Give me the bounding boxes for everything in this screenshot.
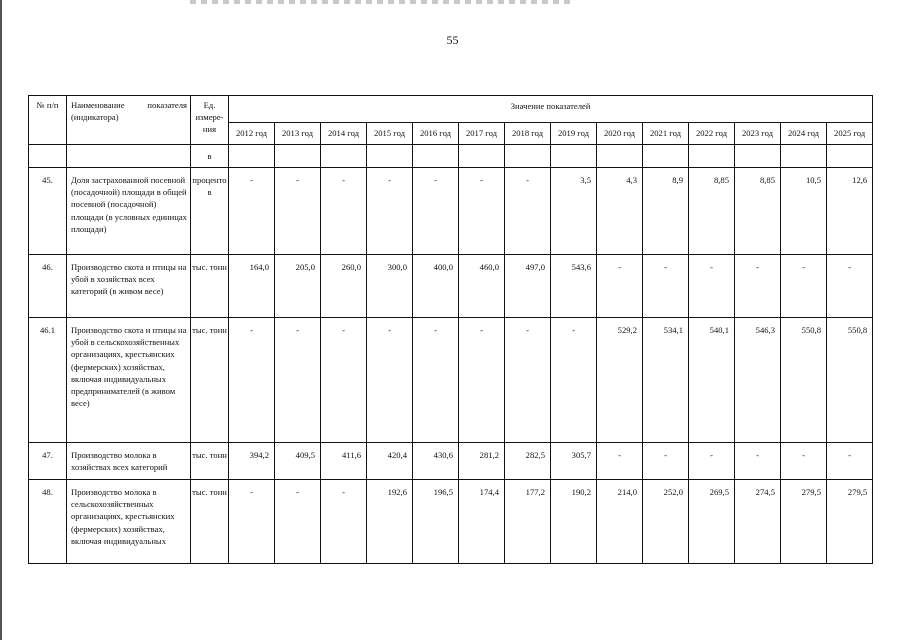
value-cell: 550,8 bbox=[781, 318, 827, 443]
value-cell: 540,1 bbox=[689, 318, 735, 443]
value-cell: - bbox=[505, 168, 551, 255]
value-cell: 411,6 bbox=[321, 443, 367, 480]
value-cell: 260,0 bbox=[321, 255, 367, 318]
unit-cell: тыс. тонн bbox=[191, 255, 229, 318]
header-year: 2015 год bbox=[367, 123, 413, 145]
header-year: 2016 год bbox=[413, 123, 459, 145]
value-cell: 196,5 bbox=[413, 480, 459, 564]
header-year: 2024 год bbox=[781, 123, 827, 145]
value-cell: 174,4 bbox=[459, 480, 505, 564]
header-num: № п/п bbox=[29, 96, 67, 145]
indicator-table bbox=[28, 95, 873, 564]
value-cell: 497,0 bbox=[505, 255, 551, 318]
header-year: 2022 год bbox=[689, 123, 735, 145]
value-cell: - bbox=[367, 318, 413, 443]
value-cell: 550,8 bbox=[827, 318, 873, 443]
value-cell: 430,6 bbox=[413, 443, 459, 480]
header-year: 2014 год bbox=[321, 123, 367, 145]
value-cell: - bbox=[275, 168, 321, 255]
unit-cell: процентов bbox=[191, 168, 229, 255]
value-cell: - bbox=[827, 255, 873, 318]
value-cell: 529,2 bbox=[597, 318, 643, 443]
value-cell: - bbox=[459, 168, 505, 255]
header-year: 2021 год bbox=[643, 123, 689, 145]
value-cell: 177,2 bbox=[505, 480, 551, 564]
value-cell: 279,5 bbox=[781, 480, 827, 564]
value-cell: 394,2 bbox=[229, 443, 275, 480]
scan-edge bbox=[0, 0, 2, 640]
header-year: 2023 год bbox=[735, 123, 781, 145]
value-cell: 205,0 bbox=[275, 255, 321, 318]
value-cell: - bbox=[505, 318, 551, 443]
value-cell: - bbox=[781, 443, 827, 480]
header-unit: Ед. измере-ния bbox=[191, 96, 229, 145]
table-row bbox=[29, 255, 873, 318]
row-number: 46.1 bbox=[29, 318, 67, 443]
indicator-name: Доля застрахованной посевной (посадочной) площади в общей посевной (посадочной) площади (в условных единицах площади) bbox=[67, 168, 191, 255]
value-cell: 420,4 bbox=[367, 443, 413, 480]
header-unit-continuation: в bbox=[191, 145, 229, 168]
value-cell: 282,5 bbox=[505, 443, 551, 480]
value-cell: - bbox=[229, 318, 275, 443]
value-cell: - bbox=[735, 255, 781, 318]
value-cell: - bbox=[781, 255, 827, 318]
table-row bbox=[29, 480, 873, 564]
value-cell: 252,0 bbox=[643, 480, 689, 564]
unit-cell: тыс. тонн bbox=[191, 443, 229, 480]
value-cell: - bbox=[367, 168, 413, 255]
table-row bbox=[29, 318, 873, 443]
value-cell: - bbox=[735, 443, 781, 480]
value-cell: 400,0 bbox=[413, 255, 459, 318]
value-cell: - bbox=[321, 168, 367, 255]
row-number: 47. bbox=[29, 443, 67, 480]
indicator-name: Производство скота и птицы на убой в хозяйствах всех категорий (в живом весе) bbox=[67, 255, 191, 318]
header-year: 2025 год bbox=[827, 123, 873, 145]
header-year: 2017 год bbox=[459, 123, 505, 145]
value-cell: - bbox=[413, 168, 459, 255]
row-number: 48. bbox=[29, 480, 67, 564]
value-cell: 8,9 bbox=[643, 168, 689, 255]
header-year: 2013 год bbox=[275, 123, 321, 145]
page-number: 55 bbox=[446, 33, 459, 47]
value-cell: 214,0 bbox=[597, 480, 643, 564]
value-cell: 460,0 bbox=[459, 255, 505, 318]
value-cell: - bbox=[689, 255, 735, 318]
value-cell: - bbox=[229, 168, 275, 255]
value-cell: 164,0 bbox=[229, 255, 275, 318]
value-cell: - bbox=[689, 443, 735, 480]
value-cell: 274,5 bbox=[735, 480, 781, 564]
value-cell: 305,7 bbox=[551, 443, 597, 480]
value-cell: - bbox=[459, 318, 505, 443]
value-cell: - bbox=[321, 480, 367, 564]
header-year: 2018 год bbox=[505, 123, 551, 145]
value-cell: - bbox=[551, 318, 597, 443]
value-cell: 8,85 bbox=[735, 168, 781, 255]
value-cell: 300,0 bbox=[367, 255, 413, 318]
header-row bbox=[29, 96, 873, 123]
value-cell: 10,5 bbox=[781, 168, 827, 255]
value-cell: 543,6 bbox=[551, 255, 597, 318]
header-year: 2019 год bbox=[551, 123, 597, 145]
indicator-name: Производство скота и птицы на убой в сельскохозяйственных организациях, крестьянских (фермерских) хозяйствах, включая индивидуальных предпринимателей (в живом весе) bbox=[67, 318, 191, 443]
indicator-name: Производство молока в сельскохозяйственных организациях, крестьянских (фермерских) хозяйствах, включая индивидуальных bbox=[67, 480, 191, 564]
unit-cell: тыс. тонн bbox=[191, 480, 229, 564]
value-cell: - bbox=[597, 255, 643, 318]
value-cell: 4,3 bbox=[597, 168, 643, 255]
row-number: 46. bbox=[29, 255, 67, 318]
value-cell: - bbox=[597, 443, 643, 480]
value-cell: - bbox=[275, 318, 321, 443]
header-values-group: Значение показателей bbox=[229, 96, 873, 123]
value-cell: 3,5 bbox=[551, 168, 597, 255]
value-cell: 269,5 bbox=[689, 480, 735, 564]
value-cell: - bbox=[643, 443, 689, 480]
value-cell: - bbox=[275, 480, 321, 564]
value-cell: - bbox=[827, 443, 873, 480]
value-cell: 546,3 bbox=[735, 318, 781, 443]
value-cell: - bbox=[321, 318, 367, 443]
value-cell: 534,1 bbox=[643, 318, 689, 443]
header-name: Наименование показателя (индикатора) bbox=[67, 96, 191, 145]
table-row bbox=[29, 168, 873, 255]
header-year: 2012 год bbox=[229, 123, 275, 145]
value-cell: 190,2 bbox=[551, 480, 597, 564]
row-number: 45. bbox=[29, 168, 67, 255]
indicator-name: Производство молока в хозяйствах всех категорий bbox=[67, 443, 191, 480]
table-row bbox=[29, 443, 873, 480]
header-year: 2020 год bbox=[597, 123, 643, 145]
value-cell: 12,6 bbox=[827, 168, 873, 255]
value-cell: 281,2 bbox=[459, 443, 505, 480]
value-cell: - bbox=[413, 318, 459, 443]
value-cell: 279,5 bbox=[827, 480, 873, 564]
value-cell: - bbox=[643, 255, 689, 318]
unit-cell: тыс. тонн bbox=[191, 318, 229, 443]
value-cell: 409,5 bbox=[275, 443, 321, 480]
value-cell: - bbox=[229, 480, 275, 564]
value-cell: 8,85 bbox=[689, 168, 735, 255]
header-continuation-row bbox=[29, 145, 873, 168]
scan-artifact bbox=[190, 0, 570, 4]
value-cell: 192,6 bbox=[367, 480, 413, 564]
